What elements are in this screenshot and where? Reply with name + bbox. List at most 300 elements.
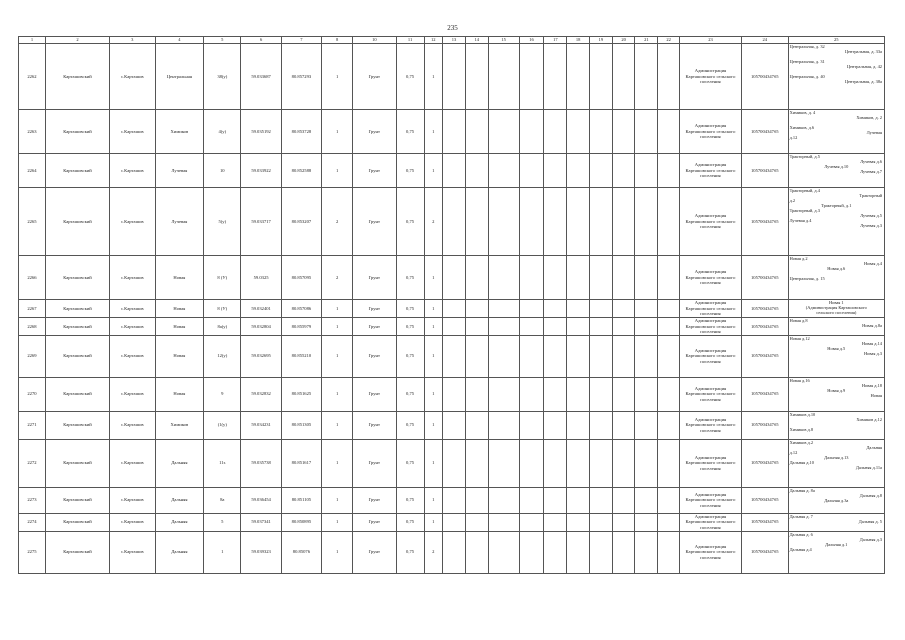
house-cell: 8а [204, 487, 241, 513]
empty-cell [612, 335, 635, 377]
empty-cell [658, 44, 680, 110]
address-line: Новая д.9 [827, 387, 846, 393]
empty-cell [635, 377, 658, 411]
address-line: Центральная, д. 32 [789, 44, 825, 49]
table-row [19, 377, 885, 411]
locality-cell: с.Карташов [110, 110, 156, 154]
table-row [19, 154, 885, 188]
address-line: Химиков д.2 [789, 439, 814, 445]
column-header: 23 [679, 37, 741, 44]
house-cell: 8а(у) [204, 318, 241, 336]
empty-cell [612, 256, 635, 300]
address-line: Новая [870, 392, 882, 398]
empty-cell [635, 110, 658, 154]
empty-cell [658, 188, 680, 256]
address-line: Дальняя д. 5 [858, 518, 882, 524]
inn-cell: 1057004347б5 [742, 154, 789, 188]
empty-cell [519, 531, 544, 573]
empty-cell [488, 411, 519, 439]
volume-cell: 0,75 [396, 256, 424, 300]
longitude-cell: 80.857293 [281, 44, 321, 110]
longitude-cell: 80.853728 [281, 110, 321, 154]
column-header: 16 [519, 37, 544, 44]
table-row [19, 411, 885, 439]
empty-cell [544, 110, 567, 154]
row-number-cell: 2269 [19, 335, 46, 377]
street-cell: Новая [155, 300, 204, 318]
empty-cell [589, 256, 612, 300]
empty-cell [544, 411, 567, 439]
empty-cell [465, 154, 488, 188]
empty-cell [635, 154, 658, 188]
empty-cell [519, 335, 544, 377]
longitude-cell: 80.855979 [281, 318, 321, 336]
count-cell: 1 [424, 439, 443, 487]
row-number-cell: 2263 [19, 110, 46, 154]
empty-cell [519, 377, 544, 411]
surface-cell: Грунт [353, 531, 396, 573]
served-addresses-cell [788, 110, 884, 154]
empty-cell [488, 188, 519, 256]
count-cell: 2 [424, 188, 443, 256]
empty-cell [635, 487, 658, 513]
inn-cell: 1057004347б5 [742, 110, 789, 154]
empty-cell [612, 377, 635, 411]
inn-cell: 1057004347б5 [742, 318, 789, 336]
empty-cell [519, 110, 544, 154]
owner-cell: Администрация Карташовского сельского поселения [679, 513, 741, 531]
street-cell: Лучевая [155, 188, 204, 256]
owner-cell: Администрация Карташовского сельского поселения [679, 439, 741, 487]
owner-cell: Администрация Карташовского сельского поселения [679, 256, 741, 300]
table-row [19, 44, 885, 110]
empty-cell [488, 318, 519, 336]
empty-cell [589, 318, 612, 336]
locality-cell: с.Карташов [110, 256, 156, 300]
row-number-cell: 2273 [19, 487, 46, 513]
column-header: 14 [465, 37, 488, 44]
house-cell: 12(у) [204, 335, 241, 377]
empty-cell [612, 154, 635, 188]
owner-cell: Администрация Карташовского сельского поселения [679, 188, 741, 256]
column-header: 5 [204, 37, 241, 44]
row-number-cell: 2264 [19, 154, 46, 188]
address-line: Тракторный, д.5 [789, 154, 820, 159]
count-cell: 1 [424, 110, 443, 154]
address-line: Дальняя д.3а [824, 497, 849, 503]
containers-cell: 1 [322, 300, 353, 318]
house-cell: 9 [204, 377, 241, 411]
row-number-cell: 2267 [19, 300, 46, 318]
house-cell: 1 [204, 531, 241, 573]
street-cell: Дальняя [155, 531, 204, 573]
row-number-cell: 2268 [19, 318, 46, 336]
inn-cell: 1057004347б5 [742, 377, 789, 411]
empty-cell [567, 188, 590, 256]
column-header: 21 [635, 37, 658, 44]
address-line: Дальняя д.10 [789, 459, 814, 465]
served-addresses-cell [788, 154, 884, 188]
volume-cell: 0,75 [396, 300, 424, 318]
address-line: Дальняя д.4 [789, 546, 812, 552]
locality-cell: с.Карташов [110, 411, 156, 439]
longitude-cell: 80.852588 [281, 154, 321, 188]
empty-cell [465, 439, 488, 487]
longitude-cell: 80.855210 [281, 335, 321, 377]
latitude-cell: 59.037341 [241, 513, 281, 531]
address-line: д.2 [789, 198, 796, 204]
address-line: Новая д.3 [864, 350, 882, 356]
address-line: д.12 [789, 449, 798, 455]
address-line: Химиков д.10 [789, 411, 816, 417]
volume-cell: 0,75 [396, 487, 424, 513]
locality-cell: с.Карташов [110, 44, 156, 110]
empty-cell [635, 531, 658, 573]
surface-cell: Грунт [353, 256, 396, 300]
owner-cell: Администрация Карташовского сельского поселения [679, 110, 741, 154]
empty-cell [443, 487, 466, 513]
empty-cell [443, 377, 466, 411]
column-header: 18 [567, 37, 590, 44]
row-number-cell: 2270 [19, 377, 46, 411]
empty-cell [567, 154, 590, 188]
latitude-cell: 59.032832 [241, 377, 281, 411]
address-line: Дальняя д. 8а [789, 487, 815, 493]
empty-cell [488, 256, 519, 300]
address-line: Лучевая д.3 [860, 223, 882, 229]
empty-cell [658, 300, 680, 318]
column-header: 25 [788, 37, 884, 44]
table-row [19, 531, 885, 573]
locality-cell: с.Карташов [110, 531, 156, 573]
empty-cell [488, 154, 519, 188]
street-cell: Новая [155, 377, 204, 411]
empty-cell [443, 335, 466, 377]
volume-cell: 0,75 [396, 154, 424, 188]
surface-cell: Грунт [353, 439, 396, 487]
longitude-cell: 80.851625 [281, 377, 321, 411]
locality-cell: с.Карташов [110, 154, 156, 188]
empty-cell [465, 531, 488, 573]
row-number-cell: 2271 [19, 411, 46, 439]
address-line: Центральная, д. 15 [789, 276, 825, 282]
surface-cell: Грунт [353, 377, 396, 411]
owner-cell: Администрация Карташовского сельского поселения [679, 44, 741, 110]
empty-cell [488, 44, 519, 110]
latitude-cell: 59.036454 [241, 487, 281, 513]
containers-cell: 1 [322, 513, 353, 531]
empty-cell [658, 256, 680, 300]
surface-cell: Грунт [353, 300, 396, 318]
empty-cell [443, 44, 466, 110]
empty-cell [612, 318, 635, 336]
table-row [19, 256, 885, 300]
count-cell: 1 [424, 513, 443, 531]
column-header: 19 [589, 37, 612, 44]
locality-cell: с.Карташов [110, 188, 156, 256]
address-line: Новая д.2 [789, 256, 808, 261]
column-number-row [19, 37, 885, 44]
empty-cell [567, 487, 590, 513]
table-row [19, 300, 885, 318]
address-line: Новая д.14 [861, 340, 882, 346]
empty-cell [658, 110, 680, 154]
inn-cell: 1057004347б5 [742, 487, 789, 513]
column-header: 11 [396, 37, 424, 44]
served-addresses-cell [788, 411, 884, 439]
address-line: Новая д.8а [862, 323, 882, 329]
column-header: 3 [110, 37, 156, 44]
empty-cell [519, 439, 544, 487]
address-line: Тракторный, д.1 [821, 203, 852, 209]
served-addresses-cell [788, 439, 884, 487]
surface-cell: Грунт [353, 487, 396, 513]
owner-cell: Администрация Карташовского сельского поселения [679, 335, 741, 377]
table-body [19, 44, 885, 574]
count-cell: 1 [424, 44, 443, 110]
containers-cell: 1 [322, 531, 353, 573]
empty-cell [658, 513, 680, 531]
empty-cell [544, 318, 567, 336]
empty-cell [488, 531, 519, 573]
address-line: Центральная, д. 42 [846, 64, 882, 70]
count-cell: 1 [424, 154, 443, 188]
empty-cell [567, 335, 590, 377]
empty-cell [465, 513, 488, 531]
latitude-cell: 59.039323 [241, 531, 281, 573]
address-line: Тракторный [859, 193, 882, 199]
empty-cell [488, 335, 519, 377]
containers-cell: 1 [322, 411, 353, 439]
empty-cell [635, 188, 658, 256]
containers-cell: 1 [322, 154, 353, 188]
latitude-cell: 59.033922 [241, 154, 281, 188]
containers-cell: 2 [322, 188, 353, 256]
longitude-cell: 80.857086 [281, 300, 321, 318]
district-cell: Карташовский [45, 318, 109, 336]
house-cell: 5 [204, 513, 241, 531]
empty-cell [635, 335, 658, 377]
latitude-cell: 59.032804 [241, 318, 281, 336]
table-row [19, 439, 885, 487]
column-header: 4 [155, 37, 204, 44]
count-cell: 1 [424, 487, 443, 513]
district-cell: Карташовский [45, 531, 109, 573]
address-line: Дальняя д.8 [859, 492, 882, 498]
row-number-cell: 2275 [19, 531, 46, 573]
empty-cell [443, 110, 466, 154]
address-line: Тракторный, д.3 [789, 208, 820, 214]
table-row [19, 188, 885, 256]
empty-cell [589, 188, 612, 256]
column-header: 10 [353, 37, 396, 44]
column-header: 8 [322, 37, 353, 44]
district-cell: Карташовский [45, 44, 109, 110]
empty-cell [443, 531, 466, 573]
street-cell: Новая [155, 335, 204, 377]
served-addresses-cell [788, 335, 884, 377]
empty-cell [465, 110, 488, 154]
column-header: 12 [424, 37, 443, 44]
street-cell: Химиков [155, 110, 204, 154]
address-line: Новая д.16 [789, 377, 810, 383]
empty-cell [519, 318, 544, 336]
empty-cell [488, 439, 519, 487]
column-header: 20 [612, 37, 635, 44]
empty-cell [567, 411, 590, 439]
empty-cell [519, 154, 544, 188]
column-header: 22 [658, 37, 680, 44]
surface-cell: Грунт [353, 44, 396, 110]
column-header: 2 [45, 37, 109, 44]
served-addresses-cell [788, 44, 884, 110]
owner-cell: Администрация Карташовского сельского поселения [679, 531, 741, 573]
address-line: Центральная, д. 31 [789, 59, 825, 65]
containers-cell: 1 [322, 318, 353, 336]
table-row [19, 110, 885, 154]
empty-cell [612, 300, 635, 318]
volume-cell: 0,75 [396, 44, 424, 110]
street-cell: Центральная [155, 44, 204, 110]
district-cell: Карташовский [45, 411, 109, 439]
containers-cell: 2 [322, 256, 353, 300]
empty-cell [658, 531, 680, 573]
address-line: Химиков д.12 [856, 416, 882, 422]
surface-cell: Грунт [353, 335, 396, 377]
row-number-cell: 2262 [19, 44, 46, 110]
containers-cell: 1 [322, 44, 353, 110]
volume-cell: 0,75 [396, 513, 424, 531]
empty-cell [589, 531, 612, 573]
longitude-cell: 80.850895 [281, 513, 321, 531]
volume-cell: 0,75 [396, 188, 424, 256]
table-row [19, 318, 885, 336]
column-header: 17 [544, 37, 567, 44]
empty-cell [443, 439, 466, 487]
surface-cell: Грунт [353, 411, 396, 439]
count-cell: 1 [424, 411, 443, 439]
empty-cell [544, 44, 567, 110]
volume-cell: 0,75 [396, 531, 424, 573]
district-cell: Карташовский [45, 377, 109, 411]
longitude-cell: 80.851105 [281, 487, 321, 513]
longitude-cell: 80.857095 [281, 256, 321, 300]
empty-cell [635, 300, 658, 318]
surface-cell: Грунт [353, 188, 396, 256]
count-cell: 1 [424, 377, 443, 411]
empty-cell [544, 439, 567, 487]
empty-cell [567, 531, 590, 573]
longitude-cell: 80.85076 [281, 531, 321, 573]
empty-cell [658, 411, 680, 439]
containers-cell: 1 [322, 110, 353, 154]
volume-cell: 0,75 [396, 318, 424, 336]
served-addresses-cell [788, 487, 884, 513]
empty-cell [567, 110, 590, 154]
locality-cell: с.Карташов [110, 335, 156, 377]
empty-cell [519, 44, 544, 110]
address-line: Дальняя д. 6 [789, 531, 813, 537]
street-cell: Дальняя [155, 487, 204, 513]
empty-cell [544, 154, 567, 188]
containers-cell: 1 [322, 439, 353, 487]
address-line: Новая 1 [828, 300, 844, 305]
longitude-cell: 80.851305 [281, 411, 321, 439]
locality-cell: с.Карташов [110, 487, 156, 513]
inn-cell: 1057004347б5 [742, 44, 789, 110]
column-header: 1 [19, 37, 46, 44]
locality-cell: с.Карташов [110, 318, 156, 336]
empty-cell [612, 513, 635, 531]
empty-cell [443, 154, 466, 188]
surface-cell: Грунт [353, 318, 396, 336]
empty-cell [612, 411, 635, 439]
empty-cell [544, 531, 567, 573]
locality-cell: с.Карташов [110, 377, 156, 411]
district-cell: Карташовский [45, 188, 109, 256]
locality-cell: с.Карташов [110, 513, 156, 531]
empty-cell [488, 513, 519, 531]
empty-cell [658, 377, 680, 411]
latitude-cell: 59.033687 [241, 44, 281, 110]
address-line: Новая д.4 [864, 261, 882, 267]
count-cell: 1 [424, 256, 443, 300]
row-number-cell: 2265 [19, 188, 46, 256]
district-cell: Карташовский [45, 256, 109, 300]
empty-cell [635, 44, 658, 110]
empty-cell [465, 335, 488, 377]
empty-cell [544, 335, 567, 377]
empty-cell [635, 439, 658, 487]
address-line: Новая д.12 [789, 335, 810, 341]
empty-cell [465, 44, 488, 110]
address-line: Новая д.5 [827, 345, 846, 351]
owner-cell: Администрация Карташовского сельского поселения [679, 487, 741, 513]
containers-cell: 1 [322, 487, 353, 513]
empty-cell [465, 377, 488, 411]
empty-cell [544, 188, 567, 256]
house-cell: 8 (У) [204, 300, 241, 318]
empty-cell [544, 487, 567, 513]
empty-cell [544, 513, 567, 531]
latitude-cell: 59.033717 [241, 188, 281, 256]
empty-cell [465, 256, 488, 300]
inn-cell: 1057004347б5 [742, 411, 789, 439]
house-cell: 5(у) [204, 188, 241, 256]
served-addresses-cell [788, 188, 884, 256]
surface-cell: Грунт [353, 513, 396, 531]
inn-cell: 1057004347б5 [742, 531, 789, 573]
row-number-cell: 2272 [19, 439, 46, 487]
empty-cell [488, 377, 519, 411]
empty-cell [658, 487, 680, 513]
empty-cell [519, 188, 544, 256]
district-cell: Карташовский [45, 513, 109, 531]
empty-cell [443, 411, 466, 439]
surface-cell: Грунт [353, 154, 396, 188]
empty-cell [465, 300, 488, 318]
address-line: Химиков д.8 [789, 426, 814, 432]
volume-cell: 0,75 [396, 411, 424, 439]
count-cell: 1 [424, 318, 443, 336]
locality-cell: с.Карташов [110, 439, 156, 487]
address-line: Тракторный, д.4 [789, 188, 820, 193]
district-cell: Карташовский [45, 335, 109, 377]
empty-cell [443, 300, 466, 318]
served-addresses-cell [788, 513, 884, 531]
address-line: Лучевая д.10 [824, 164, 849, 170]
address-line: Дальняя д.3 [859, 536, 882, 542]
